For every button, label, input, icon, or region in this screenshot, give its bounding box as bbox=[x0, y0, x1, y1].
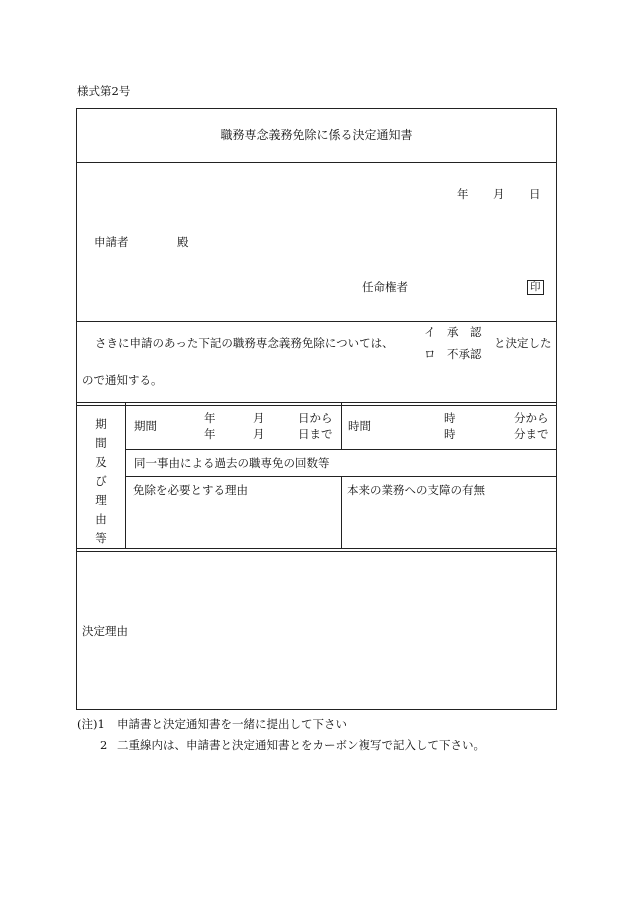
period-to-month: 月 bbox=[253, 427, 265, 441]
period-time-divider bbox=[341, 403, 342, 449]
note-1-number: (注)1 bbox=[77, 717, 105, 731]
section-label-char: 及 bbox=[95, 455, 107, 469]
outer-top-border bbox=[76, 108, 557, 109]
document-title: 職務専念義務免除に係る決定通知書 bbox=[220, 128, 413, 142]
time-label: 時間 bbox=[348, 419, 371, 433]
form-number: 様式第2号 bbox=[77, 84, 131, 98]
period-from-day: 日から bbox=[298, 411, 333, 425]
double-line-top-b bbox=[76, 405, 557, 406]
double-line-bottom-b bbox=[76, 551, 557, 552]
period-to-day: 日まで bbox=[298, 427, 333, 441]
decision-reason-label: 決定理由 bbox=[82, 624, 128, 638]
note-2-number: 2 bbox=[100, 738, 108, 752]
title-divider bbox=[76, 162, 557, 163]
section-label-char: 期 bbox=[95, 417, 107, 431]
time-to-hour: 時 bbox=[444, 427, 456, 441]
applicant-label: 申請者 bbox=[94, 235, 129, 249]
section-label-char: 間 bbox=[95, 436, 107, 450]
double-line-bottom-a bbox=[76, 548, 557, 549]
time-to-minute: 分まで bbox=[514, 427, 549, 441]
period-to-year: 年 bbox=[204, 427, 216, 441]
outer-right-border bbox=[556, 108, 557, 710]
section-label-char: 理 bbox=[95, 493, 107, 507]
note-1-text: 申請書と決定通知書を一緒に提出して下さい bbox=[117, 717, 347, 731]
date-month: 月 bbox=[493, 187, 505, 201]
section-label-char: 等 bbox=[95, 531, 107, 545]
reason-divider bbox=[341, 477, 342, 549]
period-from-month: 月 bbox=[253, 411, 265, 425]
duty-impact-label: 本来の業務への支障の有無 bbox=[347, 483, 485, 497]
date-year: 年 bbox=[457, 187, 469, 201]
outer-left-border bbox=[76, 108, 77, 710]
time-from-minute: 分から bbox=[514, 411, 549, 425]
applicant-honorific: 殿 bbox=[177, 235, 189, 249]
period-row-divider bbox=[125, 449, 557, 450]
period-from-year: 年 bbox=[204, 411, 216, 425]
past-count-label: 同一事由による過去の職専免の回数等 bbox=[134, 456, 330, 470]
section-label-char: 由 bbox=[95, 512, 107, 526]
double-line-top-a bbox=[76, 402, 557, 403]
time-from-hour: 時 bbox=[444, 411, 456, 425]
section-label bbox=[77, 416, 125, 549]
decision-text-before: さきに申請のあった下記の職務専念義務免除については、 bbox=[95, 336, 394, 350]
exemption-reason-label: 免除を必要とする理由 bbox=[133, 483, 248, 497]
note-2-text: 二重線内は、申請書と決定通知書とをカーボン複写で記入して下さい。 bbox=[117, 738, 485, 752]
decision-option-approve: イ 承 認 bbox=[424, 325, 482, 339]
decision-text-after: と決定した bbox=[494, 336, 552, 350]
header-divider bbox=[76, 321, 557, 322]
period-label: 期間 bbox=[134, 419, 157, 433]
seal-mark: 印 bbox=[527, 280, 544, 295]
decision-text-line2: ので通知する。 bbox=[82, 373, 163, 387]
appointer-label: 任命権者 bbox=[362, 280, 408, 294]
outer-bottom-border bbox=[76, 709, 557, 710]
date-day: 日 bbox=[529, 187, 541, 201]
decision-option-reject: ロ 不承認 bbox=[424, 347, 482, 361]
section-label-char: び bbox=[95, 474, 107, 488]
